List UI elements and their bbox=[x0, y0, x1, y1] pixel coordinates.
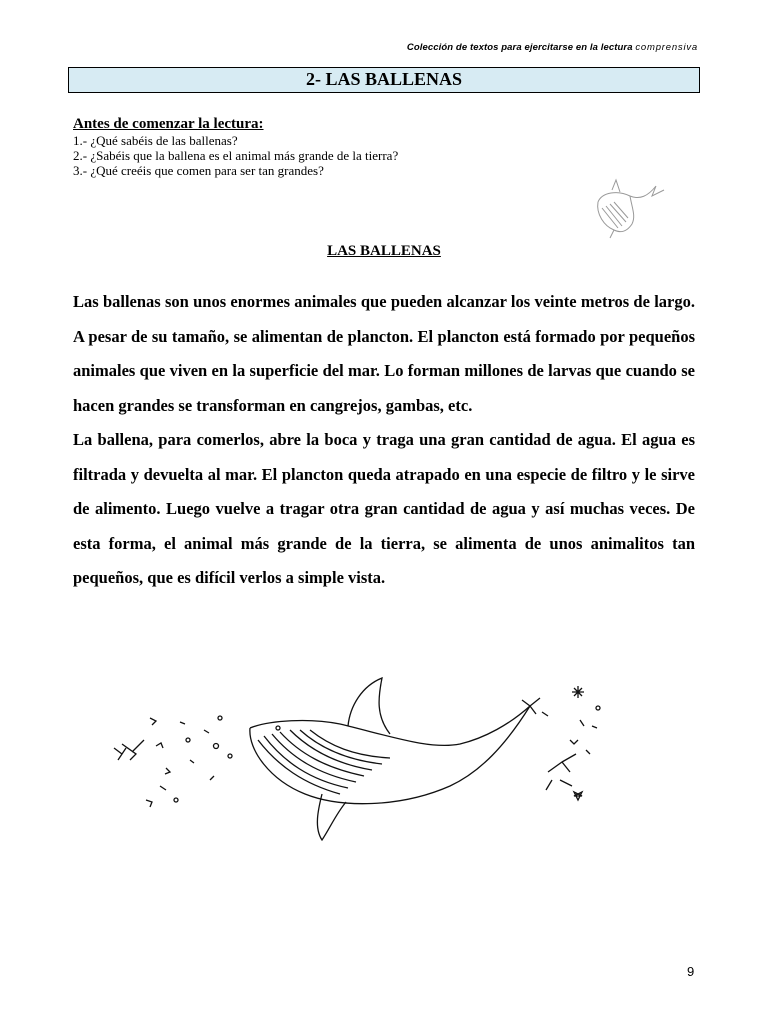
reading-text bbox=[73, 285, 695, 596]
whale-with-plankton-illustration bbox=[100, 668, 610, 848]
collection-header-end: comprensiva bbox=[635, 42, 698, 53]
paragraph-1: Las ballenas son unos enormes animales que pueden alcanzar los veinte metros de largo. A pesar de su tamaño, se alimentan de plancton. El plancton está formado por pequeños animales que viven en la superficie del mar. Lo forman millones de larvas que cuando se hacen grandes se transforman en cangrejos, gambas, etc. bbox=[73, 292, 695, 415]
question-2: 2.- ¿Sabéis que la ballena es el animal más grande de la tierra? bbox=[73, 148, 399, 163]
chapter-title: 2- LAS BALLENAS bbox=[305, 69, 463, 89]
reading-title: LAS BALLENAS bbox=[327, 243, 441, 259]
whale-sketch-icon bbox=[588, 178, 668, 240]
chapter-title-box bbox=[68, 67, 700, 93]
paragraph-2: La ballena, para comerlos, abre la boca y traga una gran cantidad de agua. El agua es filtrada y devuelta al mar. El plancton queda atrapado en una especie de filtro y le sirve de alimento. Luego vuelve a tragar otra gran cantidad de agua y así muchas veces. De esta forma, el animal más grande de la tierra, se alimenta de unos animalitos tan pequeños, que es difícil verlos a simple vista. bbox=[73, 430, 695, 587]
question-3: 3.- ¿Qué creéis que comen para ser tan grandes? bbox=[73, 163, 324, 178]
pre-reading-heading: Antes de comenzar la lectura: bbox=[73, 116, 264, 132]
page-number: 9 bbox=[687, 964, 695, 979]
pre-reading-questions bbox=[73, 116, 398, 178]
collection-header bbox=[407, 42, 698, 53]
collection-header-main: Colección de textos para ejercitarse en la lectura bbox=[406, 42, 633, 53]
question-1: 1.- ¿Qué sabéis de las ballenas? bbox=[73, 133, 238, 148]
